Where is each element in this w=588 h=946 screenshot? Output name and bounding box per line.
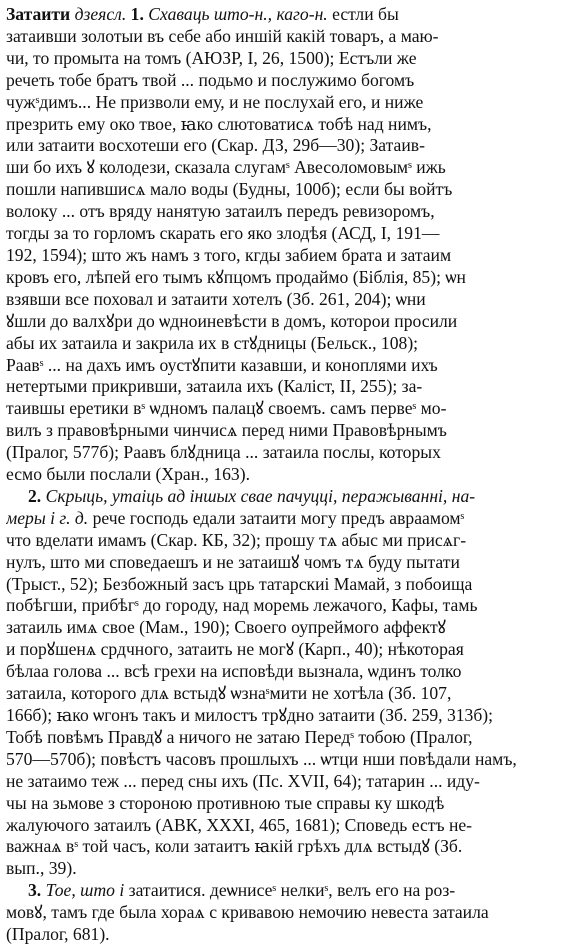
text-line: Раавˢ ... на дахъ имъ оустꙋпити казавши, и коноплями ихъ [6, 354, 438, 375]
text-line: 166б); ꙗко ѡгонъ такъ и милостъ трꙋдно затаити (Зб. 259, 313б); [6, 705, 494, 725]
text-line: презрить ему око твое, ꙗко слютоватисѧ тобѣ над нимъ, [6, 113, 432, 134]
text-line: нулъ, што ми споведаешъ и не затаишꙋ чомъ тѧ буду пытати [6, 551, 460, 572]
text-line: (Трыст., 52); Безбожный засъ црь татарскиі Мамай, з побоища [6, 573, 473, 594]
sense-number-2: 2. [28, 485, 42, 506]
text-line: важнаѧ вˢ той часъ, коли затаитъ ꙗкій грѣхъ длѧ встыдꙋ (Зб. [6, 836, 463, 857]
sense-number-3: 3. [28, 880, 42, 901]
text-line: что вделати имамъ (Скар. КБ, 32); прошу тѧ абыс ми присѧг- [6, 529, 467, 550]
text-line: есмо были послали (Хран., 163). [6, 464, 250, 485]
text-line: нетертыми прикривши, затаила ихъ (Каліст, II, 255); за- [6, 376, 423, 397]
text-line: чужˢдимъ... Не призволи ему, и не послухай его, и ниже [6, 91, 424, 112]
text-line: ꙋшли до валхꙋри до ѡдноиневѣсти в домъ, которои просили [6, 310, 458, 331]
text-line: (Пралог, 681). [6, 924, 110, 945]
sense-gloss-1: Схаваць што-н., каго-н. [148, 4, 328, 24]
entry-grammar: дзеясл. [74, 4, 127, 24]
text-line: пошли напившисѧ мало воды (Будны, 100б); если бы войтъ [6, 179, 453, 200]
text-line: бѣлаа голова ... всѣ грехи на исповѣди вызнала, ѡдинъ толко [6, 661, 462, 682]
text-line: кровъ его, лѣпей его тымъ кꙋпцомъ продаймо (Біблія, 85); ѡн [6, 266, 466, 287]
text-line: Тобѣ повѣмъ Правдꙋ а ничого не затаю Передˢ тобою (Пралог, [6, 726, 473, 747]
entry-first-line [6, 4, 582, 26]
text-line: 192, 1594); што жъ намъ з того, кгды забием брата и затаим [6, 244, 452, 265]
sense-gloss-2: Скрыць, утаіць ад іншых свае пачуцці, перажыванні, на- [45, 485, 476, 506]
text-line: рече господь едали затаити могу предъ авраамомˢ [88, 507, 465, 528]
text-line: вилъ з правовѣрными чинчисѧ перед ними Правовѣрнымъ [6, 420, 447, 441]
entry-sense-2 [6, 486, 582, 880]
entry-headword: Затаити [6, 4, 71, 24]
text-line: абы их затаила и закрила их в стꙋдницы (Бельск., 108); [6, 332, 419, 353]
text-line: таившы еретики вˢ ѡдномъ палацꙋ своемъ. самъ первеˢ мо- [6, 398, 447, 419]
sense-gloss-3: Тое, што і [45, 880, 125, 901]
sense-3-first-line [6, 880, 582, 902]
text-line: мовꙋ, тамъ где была хораѧ с кривавою немочию невеста затаила [6, 902, 489, 923]
sense-2-second-line [6, 508, 582, 530]
text-line: волоку ... отъ вряду нанятую затаилъ передъ ревизоромъ, [6, 201, 435, 222]
text-line: затаитися. деѡнисеˢ нелкиˢ, велъ его на роз- [124, 880, 456, 901]
text-line: побѣгши, прибѣгˢ до городу, над моремь лежачого, Кафы, тамь [6, 595, 478, 616]
text-line: взявши все поховал и затаити хотелъ (Зб. 261, 204); ѡни [6, 288, 426, 309]
text-line: тогды за то горломъ скарать его яко злодѣя (АСД, I, 191— [6, 223, 440, 244]
text-line: затаиль имѧ свое (Мам., 190); Своего оупреймого аффектꙋ [6, 617, 446, 638]
text-line: не затаимо теж ... перед сны ихъ (Пс. XVII, 64); татарин ... иду- [6, 770, 480, 791]
text-line: ши бо ихъ ꙋ колодези, сказала слугамˢ Авесоломовымˢ ижь [6, 157, 446, 178]
text-line: (Пралог, 577б); Раавъ блꙋдница ... затаила послы, которых [6, 442, 441, 463]
sense-2-first-line [6, 486, 582, 508]
text-line: чи, то промыта на томъ (АЮЗР, I, 26, 1500); Естъли же [6, 47, 417, 68]
text-line: жалуючого затаилъ (АВК, XXXI, 465, 1681); Споведь естъ не- [6, 814, 473, 835]
entry-sense-3 [6, 880, 582, 946]
text-line: чы на зьмове з стороною противною тые справы ку шкодѣ [6, 792, 445, 813]
text-line: затаила, которого длѧ встыдꙋ ѡзнаˢмити не хотѣла (Зб. 107, [6, 683, 452, 704]
text-line: затаивши золотыи въ себе або иншій какій товаръ, а маю- [6, 25, 439, 46]
entry-sense-1 [6, 4, 582, 486]
sense-gloss-2-cont: меры і г. д. [6, 507, 89, 528]
text-line: естли бы [327, 4, 399, 24]
text-line: речеть тобе братъ твой ... подьмо и послужимо богомъ [6, 69, 415, 90]
text-line: вып., 39). [6, 858, 77, 879]
text-line: и порꙋшенѧ срдчного, затаить не могꙋ (Карп., 40); нѣкоторая [6, 639, 464, 660]
sense-number-1: 1. [130, 4, 144, 24]
text-line: 570—570б); повѣстъ часовъ прошлыхъ ... ѡтци нши повѣдали намъ, [6, 748, 517, 769]
text-line: или затаити восхотеши его (Скар. ДЗ, 29б—30); Затаив- [6, 135, 425, 156]
